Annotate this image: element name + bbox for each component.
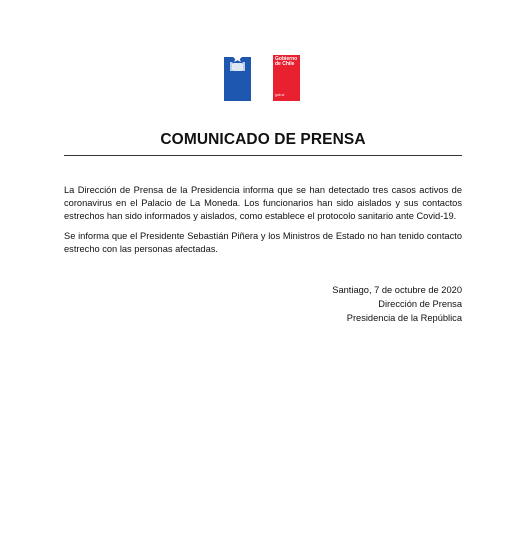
document-title: COMUNICADO DE PRENSA [160, 131, 366, 148]
signature-institution: Presidencia de la República [346, 313, 462, 323]
signature-block [332, 283, 462, 325]
body-paragraph-2: Se informa que el Presidente Sebastián Piñera y los Ministros de Estado no han tenido contacto estrecho con las personas afectadas. [64, 231, 462, 254]
logo-blue-panel [224, 47, 251, 101]
government-logo [224, 47, 300, 101]
logo-text-line2: de Chile [275, 61, 295, 67]
body-paragraph-1: La Dirección de Prensa de la Presidencia informa que se han detectado tres casos activos de coronavirus en el Palacio de La Moneda. Los funcionarios han sido aislados y sus contactos estrechos han sido informados y aislados, como establece el protocolo sanitario ante Covid-19. [64, 185, 462, 221]
logo-text-line1: Gobierno [275, 56, 298, 62]
logo-sub-text: gob.cl [275, 93, 285, 97]
title-divider [64, 155, 462, 156]
signature-office: Dirección de Prensa [378, 299, 462, 309]
signature-place-date: Santiago, 7 de octubre de 2020 [332, 285, 462, 295]
coat-of-arms-icon [229, 53, 246, 73]
logo-red-panel [273, 47, 300, 101]
